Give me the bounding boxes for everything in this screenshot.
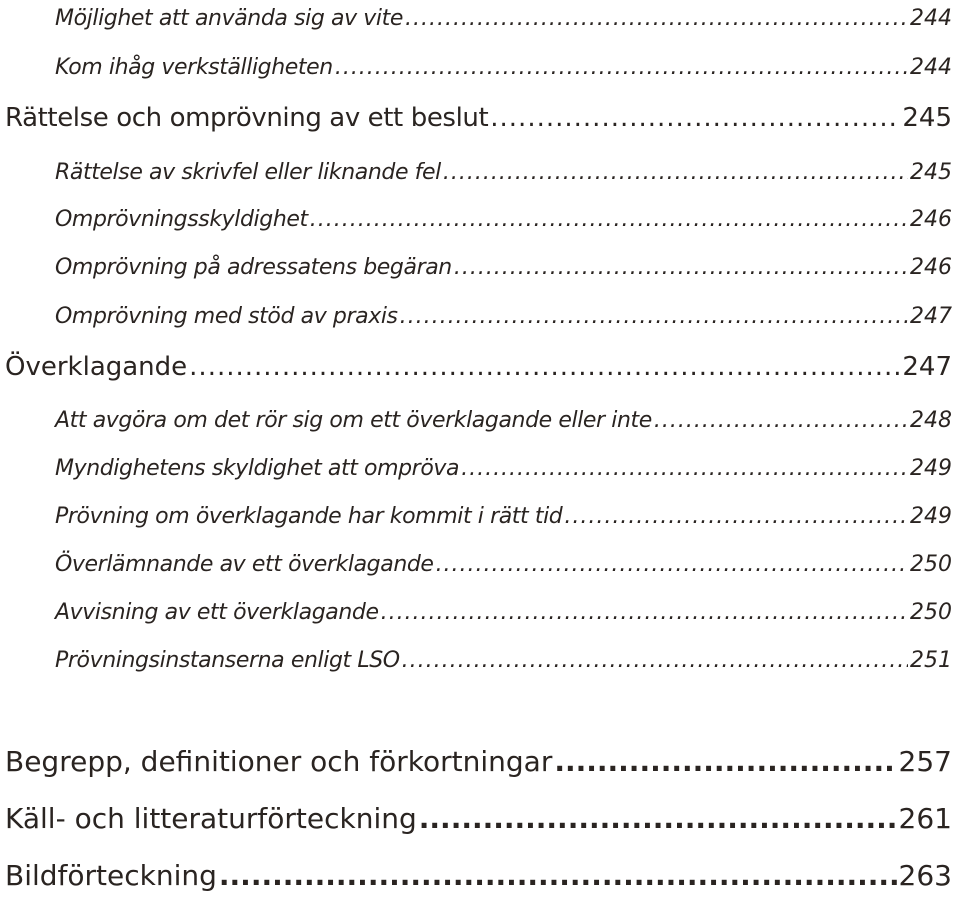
toc-entry: [5, 103, 952, 141]
toc-entry: [55, 255, 952, 289]
toc-entry: [5, 802, 952, 842]
toc-entry-page: 251: [910, 648, 952, 673]
toc-entry-title: Avvisning av ett överklagande: [55, 600, 379, 625]
toc-entry: [55, 648, 952, 682]
toc-entry-title: Möjlighet att använda sig av vite: [55, 6, 403, 31]
toc-entry-page: 245: [910, 160, 952, 185]
toc-entry-title: Att avgöra om det rör sig om ett överklagande eller inte: [55, 408, 652, 433]
toc-entry-page: 246: [910, 207, 952, 232]
toc-entry-title: Kom ihåg verkställigheten: [55, 55, 333, 80]
toc-entry-page: 247: [910, 304, 952, 329]
dot-leader: [405, 6, 908, 31]
toc-entry: [55, 504, 952, 538]
toc-entry-page: 244: [910, 6, 952, 31]
dot-leader: [436, 552, 908, 577]
toc-entry: [5, 352, 952, 390]
toc-entry: [55, 600, 952, 634]
toc-entry-page: 246: [910, 255, 952, 280]
toc-entry-title: Myndighetens skyldighet att ompröva: [55, 456, 460, 481]
toc-entry: [55, 304, 952, 338]
toc-entry: [55, 456, 952, 490]
dot-leader: [400, 304, 908, 329]
toc-entry-page: 250: [910, 600, 952, 625]
dot-leader: [454, 255, 908, 280]
toc-entry-title: Bildförteckning: [5, 859, 217, 892]
toc-entry-title: Prövning om överklagande har kommit i rätt tid: [55, 504, 563, 529]
toc-entry: [55, 160, 952, 194]
toc-entry: [5, 745, 952, 785]
toc-entry-page: 263: [898, 859, 952, 892]
toc-entry-page: 244: [910, 55, 952, 80]
dot-leader: [554, 745, 896, 778]
toc-entry-page: 257: [898, 745, 952, 778]
toc-entry-title: Rättelse och omprövning av ett beslut: [5, 103, 489, 133]
toc-entry-title: Käll- och litteraturförteckning: [5, 802, 417, 835]
toc-entry-page: 250: [910, 552, 952, 577]
toc-entry: [55, 6, 952, 40]
toc-entry-page: 249: [910, 504, 952, 529]
dot-leader: [310, 207, 908, 232]
toc-entry: [55, 552, 952, 586]
toc-entry-title: Omprövningsskyldighet: [55, 207, 308, 232]
dot-leader: [490, 103, 900, 133]
toc-entry: [5, 859, 952, 899]
toc-entry-title: Överlämnande av ett överklagande: [55, 552, 434, 577]
toc-entry: [55, 408, 952, 442]
toc-entry: [55, 55, 952, 89]
dot-leader: [564, 504, 908, 529]
dot-leader: [461, 456, 908, 481]
toc-entry-title: Omprövning med stöd av praxis: [55, 304, 398, 329]
toc-entry-title: Omprövning på adressatens begäran: [55, 255, 452, 280]
dot-leader: [335, 55, 908, 80]
toc-entry: [55, 207, 952, 241]
toc-entry-page: 248: [910, 408, 952, 433]
dot-leader: [402, 648, 908, 673]
toc-entry-title: Överklagande: [5, 352, 188, 382]
toc-entry-page: 261: [898, 802, 952, 835]
dot-leader: [419, 802, 897, 835]
toc-entry-title: Begrepp, definitioner och förkortningar: [5, 745, 553, 778]
dot-leader: [219, 859, 897, 892]
dot-leader: [654, 408, 908, 433]
toc-entry-page: 245: [902, 103, 952, 133]
toc-entry-title: Prövningsinstanserna enligt LSO: [55, 648, 400, 673]
dot-leader: [381, 600, 908, 625]
toc-entry-page: 249: [910, 456, 952, 481]
dot-leader: [443, 160, 908, 185]
toc-entry-title: Rättelse av skrivfel eller liknande fel: [55, 160, 441, 185]
dot-leader: [189, 352, 900, 382]
toc-entry-page: 247: [902, 352, 952, 382]
